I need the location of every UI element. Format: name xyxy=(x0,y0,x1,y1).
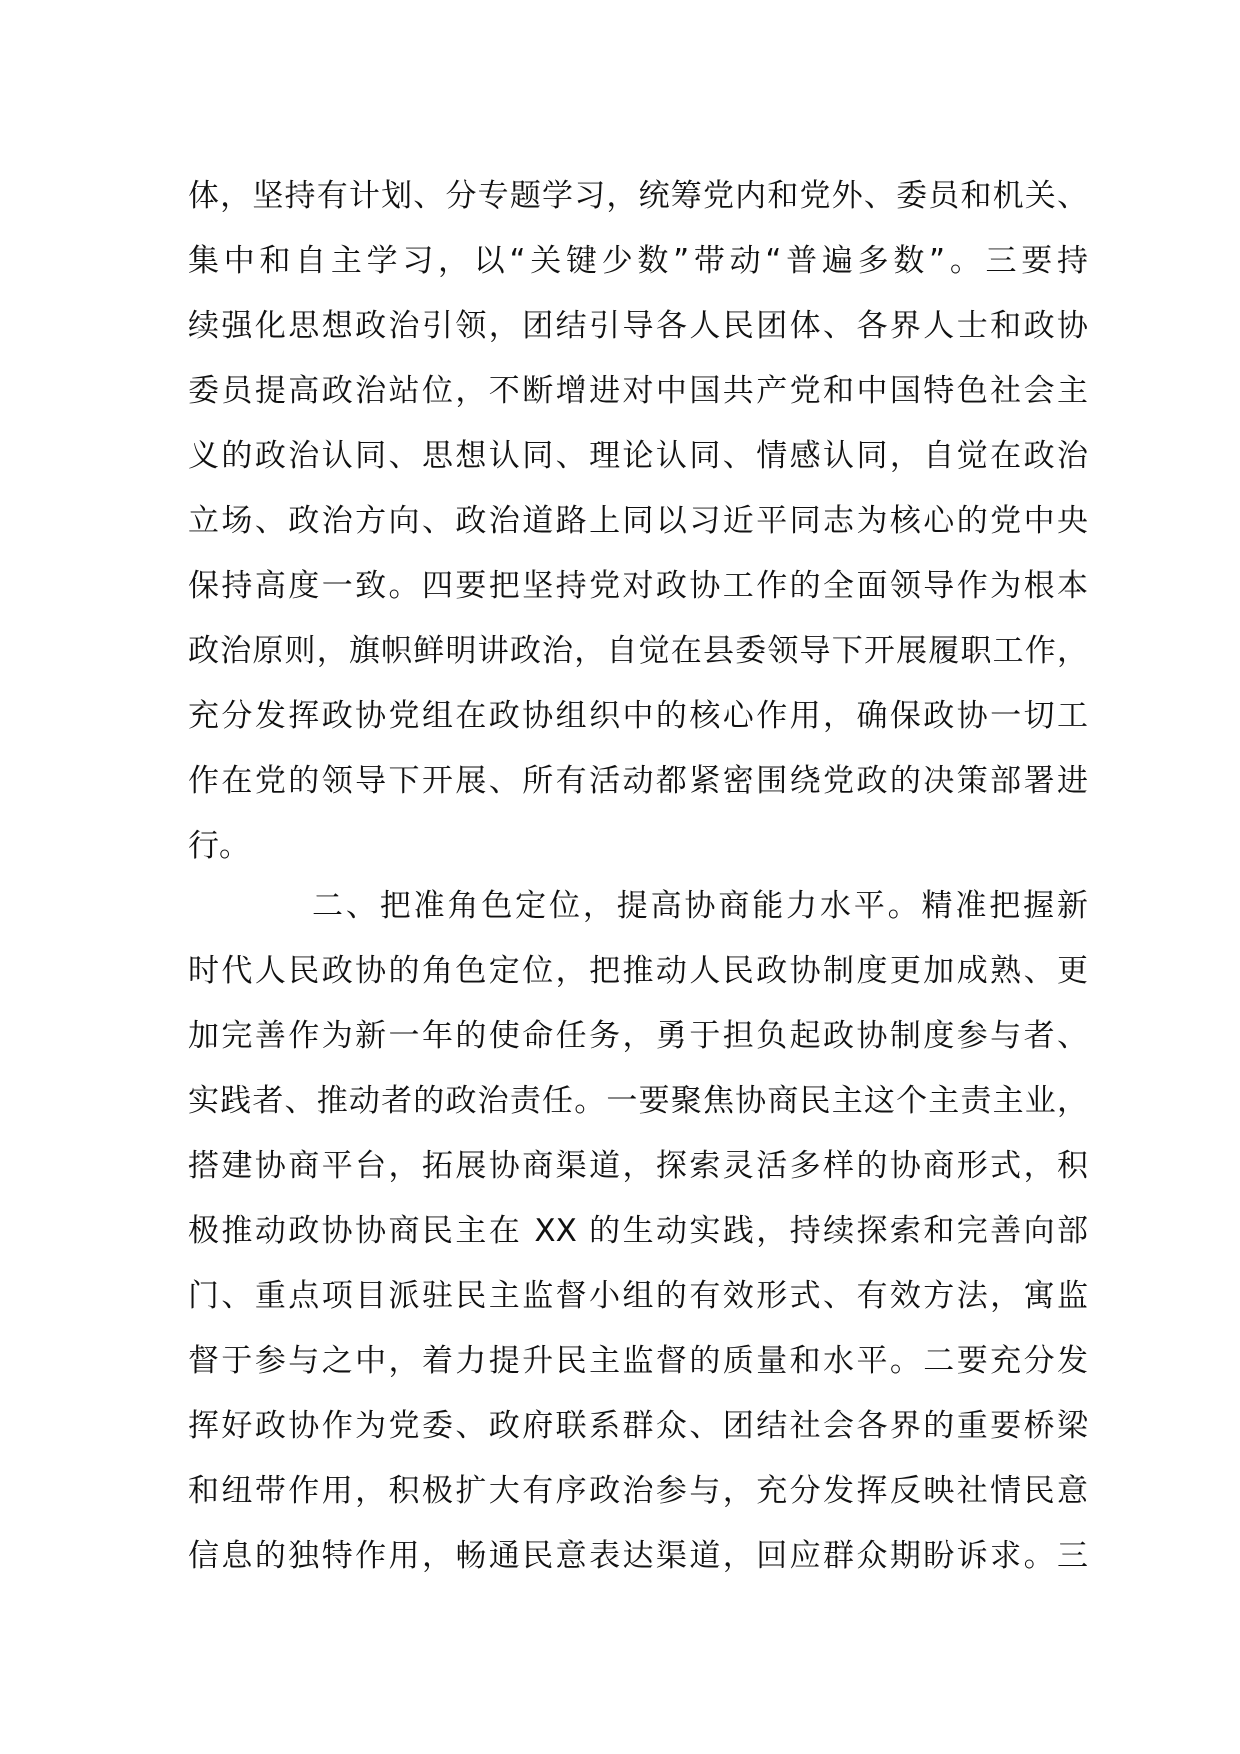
paragraph-section-two xyxy=(188,874,1088,1589)
text-line: 时代人民政协的角色定位，把推动人民政协制度更加成熟、更 xyxy=(188,953,1088,989)
text-line: 行。 xyxy=(188,828,250,864)
text-line: 政治原则，旗帜鲜明讲政治，自觉在县委领导下开展履职工作， xyxy=(188,633,1088,669)
text-line: 实践者、推动者的政治责任。一要聚焦协商民主这个主责主业， xyxy=(188,1083,1088,1119)
text-line: 集中和自主学习，以“关键少数”带动“普遍多数”。三要持 xyxy=(188,243,1088,279)
text-line: 极推动政协协商民主在 XX 的生动实践，持续探索和完善向部 xyxy=(188,1213,1088,1249)
text-line: 立场、政治方向、政治道路上同以习近平同志为核心的党中央 xyxy=(188,503,1088,539)
text-line: 委员提高政治站位，不断增进对中国共产党和中国特色社会主 xyxy=(188,373,1088,409)
text-line: 义的政治认同、思想认同、理论认同、情感认同，自觉在政治 xyxy=(188,438,1088,474)
text-line: 作在党的领导下开展、所有活动都紧密围绕党政的决策部署进 xyxy=(188,763,1088,799)
text-line-heading: 二、把准角色定位，提高协商能力水平。精准把握新 xyxy=(312,888,1088,924)
text-line: 保持高度一致。四要把坚持党对政协工作的全面领导作为根本 xyxy=(188,568,1088,604)
text-line: 加完善作为新一年的使命任务，勇于担负起政协制度参与者、 xyxy=(188,1018,1088,1054)
text-line: 挥好政协作为党委、政府联系群众、团结社会各界的重要桥梁 xyxy=(188,1408,1088,1444)
text-line: 督于参与之中，着力提升民主监督的质量和水平。二要充分发 xyxy=(188,1343,1088,1379)
text-line: 信息的独特作用，畅通民意表达渠道，回应群众期盼诉求。三 xyxy=(188,1538,1088,1574)
text-line: 续强化思想政治引领，团结引导各人民团体、各界人士和政协 xyxy=(188,308,1088,344)
text-line: 体，坚持有计划、分专题学习，统筹党内和党外、委员和机关、 xyxy=(188,178,1088,214)
text-line: 和纽带作用，积极扩大有序政治参与，充分发挥反映社情民意 xyxy=(188,1473,1088,1509)
text-line: 门、重点项目派驻民主监督小组的有效形式、有效方法，寓监 xyxy=(188,1278,1088,1314)
paragraph-continued xyxy=(188,164,1088,879)
text-line: 充分发挥政协党组在政协组织中的核心作用，确保政协一切工 xyxy=(188,698,1088,734)
text-line: 搭建协商平台，拓展协商渠道，探索灵活多样的协商形式，积 xyxy=(188,1148,1088,1184)
